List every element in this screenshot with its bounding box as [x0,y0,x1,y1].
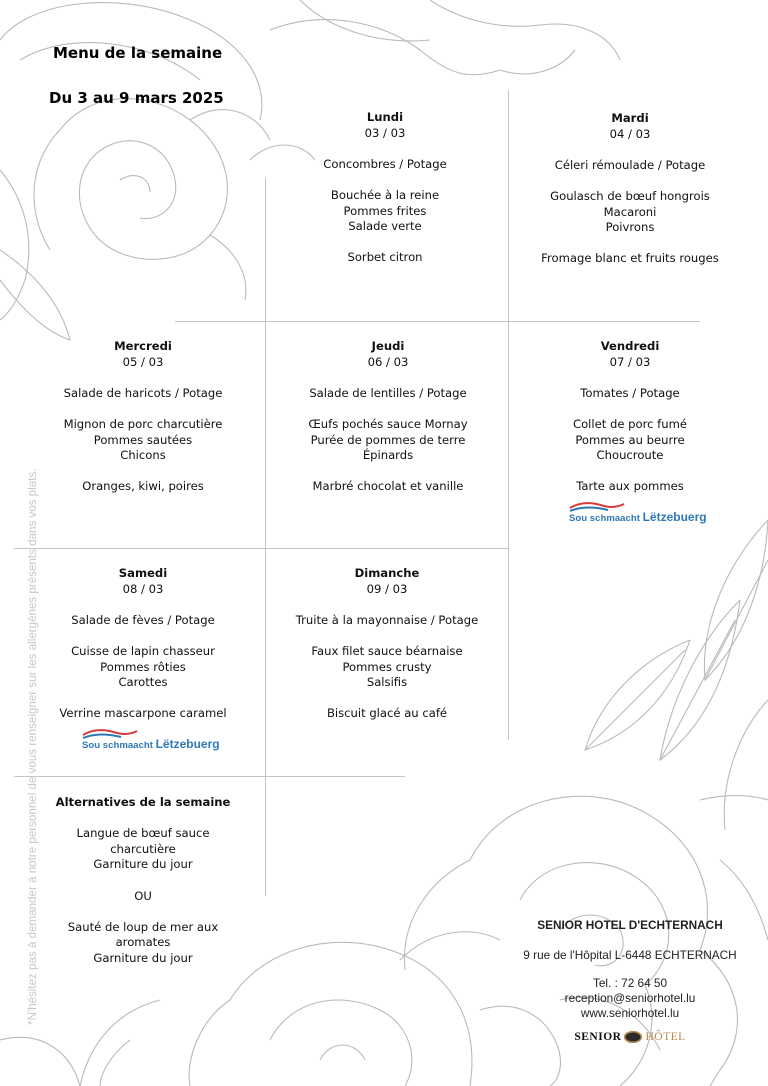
starter: Céleri rémoulade / Potage [554,157,706,172]
grid-line-vertical-left [265,178,266,896]
grid-line-horizontal-3 [14,776,405,777]
day-cell-lundi [285,110,485,266]
day-cell-mercredi [40,339,246,495]
day-cell-dimanche [277,566,497,722]
hotel-badge-icon [624,1031,642,1043]
day-cell-samedi [40,566,246,759]
day-date: 03 / 03 [364,125,406,140]
side-dish: Pommes crusty [342,659,432,674]
starter: Salade de lentilles / Potage [309,385,467,400]
dessert: Tarte aux pommes [576,479,684,494]
hotel-logo-right: HÔTEL [645,1031,686,1043]
alternatives-title: Alternatives de la semaine [55,795,231,809]
grid-line-vertical-right [508,90,509,740]
main-dish: Goulasch de bœuf hongrois [550,188,710,203]
alternative-2-line: Sauté de loup de mer aux [67,919,219,934]
day-cell-vendredi [530,339,730,532]
day-date: 08 / 03 [122,581,164,596]
alternative-2-line: Garniture du jour [93,950,193,965]
day-date: 09 / 03 [366,581,408,596]
day-name: Samedi [118,566,168,580]
alternatives-cell [40,795,246,967]
sou-schmaacht-letzebuerg-label [81,728,220,754]
main-dish: Cuisse de lapin chasseur [71,643,215,658]
hotel-logo [480,1031,768,1043]
side-dish: Poivrons [605,220,655,235]
day-name: Dimanche [354,566,420,580]
label-text-big: Lëtzebuerg [642,509,707,524]
day-date: 04 / 03 [609,126,651,141]
day-name: Mardi [611,111,649,125]
hotel-address: 9 rue de l'Hôpital L-6448 ECHTERNACH [523,948,737,962]
side-dish: Pommes sautées [93,432,193,447]
alternatives-separator: OU [134,888,152,903]
side-dish: Macaroni [603,204,657,219]
main-dish: Œufs pochés sauce Mornay [308,416,468,431]
label-text-big: Lëtzebuerg [155,736,220,751]
side-dish: Choucroute [596,448,664,463]
hotel-contact [480,918,768,1043]
starter: Truite à la mayonnaise / Potage [295,612,479,627]
day-name: Lundi [366,110,404,124]
dessert: Marbré chocolat et vanille [312,479,464,494]
day-date: 05 / 03 [122,354,164,369]
grid-line-horizontal-1 [175,321,700,322]
side-dish: Salade verte [348,219,422,234]
grid-line-horizontal-2 [14,548,508,549]
side-dish: Chicons [120,448,166,463]
label-text-small: Sou schmaacht [569,512,640,524]
alternative-1-line: Langue de bœuf sauce [76,826,210,841]
side-dish: Carottes [118,675,168,690]
day-cell-jeudi [285,339,491,495]
alternative-2-line: aromates [115,935,171,950]
hotel-logo-left: SENIOR [574,1031,622,1043]
day-name: Vendredi [600,339,660,353]
dessert: Sorbet citron [347,250,423,265]
starter: Salade de fèves / Potage [71,612,215,627]
starter: Salade de haricots / Potage [63,385,223,400]
hotel-email[interactable]: reception@seniorhotel.lu [564,991,696,1005]
alternative-1-line: charcutière [110,841,176,856]
side-dish: Pommes au beurre [575,432,685,447]
dessert: Fromage blanc et fruits rouges [541,251,719,266]
dessert: Biscuit glacé au café [326,706,448,721]
main-dish: Mignon de porc charcutière [63,416,223,431]
day-date: 06 / 03 [367,354,409,369]
starter: Tomates / Potage [580,385,680,400]
hotel-website[interactable]: www.seniorhotel.lu [580,1006,680,1020]
day-cell-mardi [520,111,740,267]
main-dish: Faux filet sauce béarnaise [311,643,463,658]
side-dish: Épinards [362,448,414,463]
day-name: Jeudi [371,339,405,353]
side-dish: Salsifis [366,675,408,690]
day-date: 07 / 03 [609,354,651,369]
side-dish: Pommes frites [343,203,427,218]
date-range: Du 3 au 9 mars 2025 [49,89,224,107]
starter: Concombres / Potage [323,156,447,171]
side-dish: Pommes rôties [100,659,186,674]
hotel-phone: Tel. : 72 64 50 [592,976,668,990]
hotel-name: SENIOR HOTEL D'ECHTERNACH [537,918,723,932]
label-text-small: Sou schmaacht [82,739,153,751]
side-dish: Purée de pommes de terre [310,432,466,447]
main-dish: Collet de porc fumé [572,416,688,431]
day-name: Mercredi [114,339,172,353]
alternative-1-line: Garniture du jour [93,857,193,872]
sou-schmaacht-letzebuerg-label [568,501,707,527]
main-dish: Bouchée à la reine [330,187,440,202]
dessert: Verrine mascarpone caramel [59,706,227,721]
dessert: Oranges, kiwi, poires [82,479,204,494]
allergen-note: *N'hésitez pas à demander à notre personnel de vous renseigner sur les allergènes présents dans vos plats. [26,468,39,1025]
page-title: Menu de la semaine [53,44,223,62]
